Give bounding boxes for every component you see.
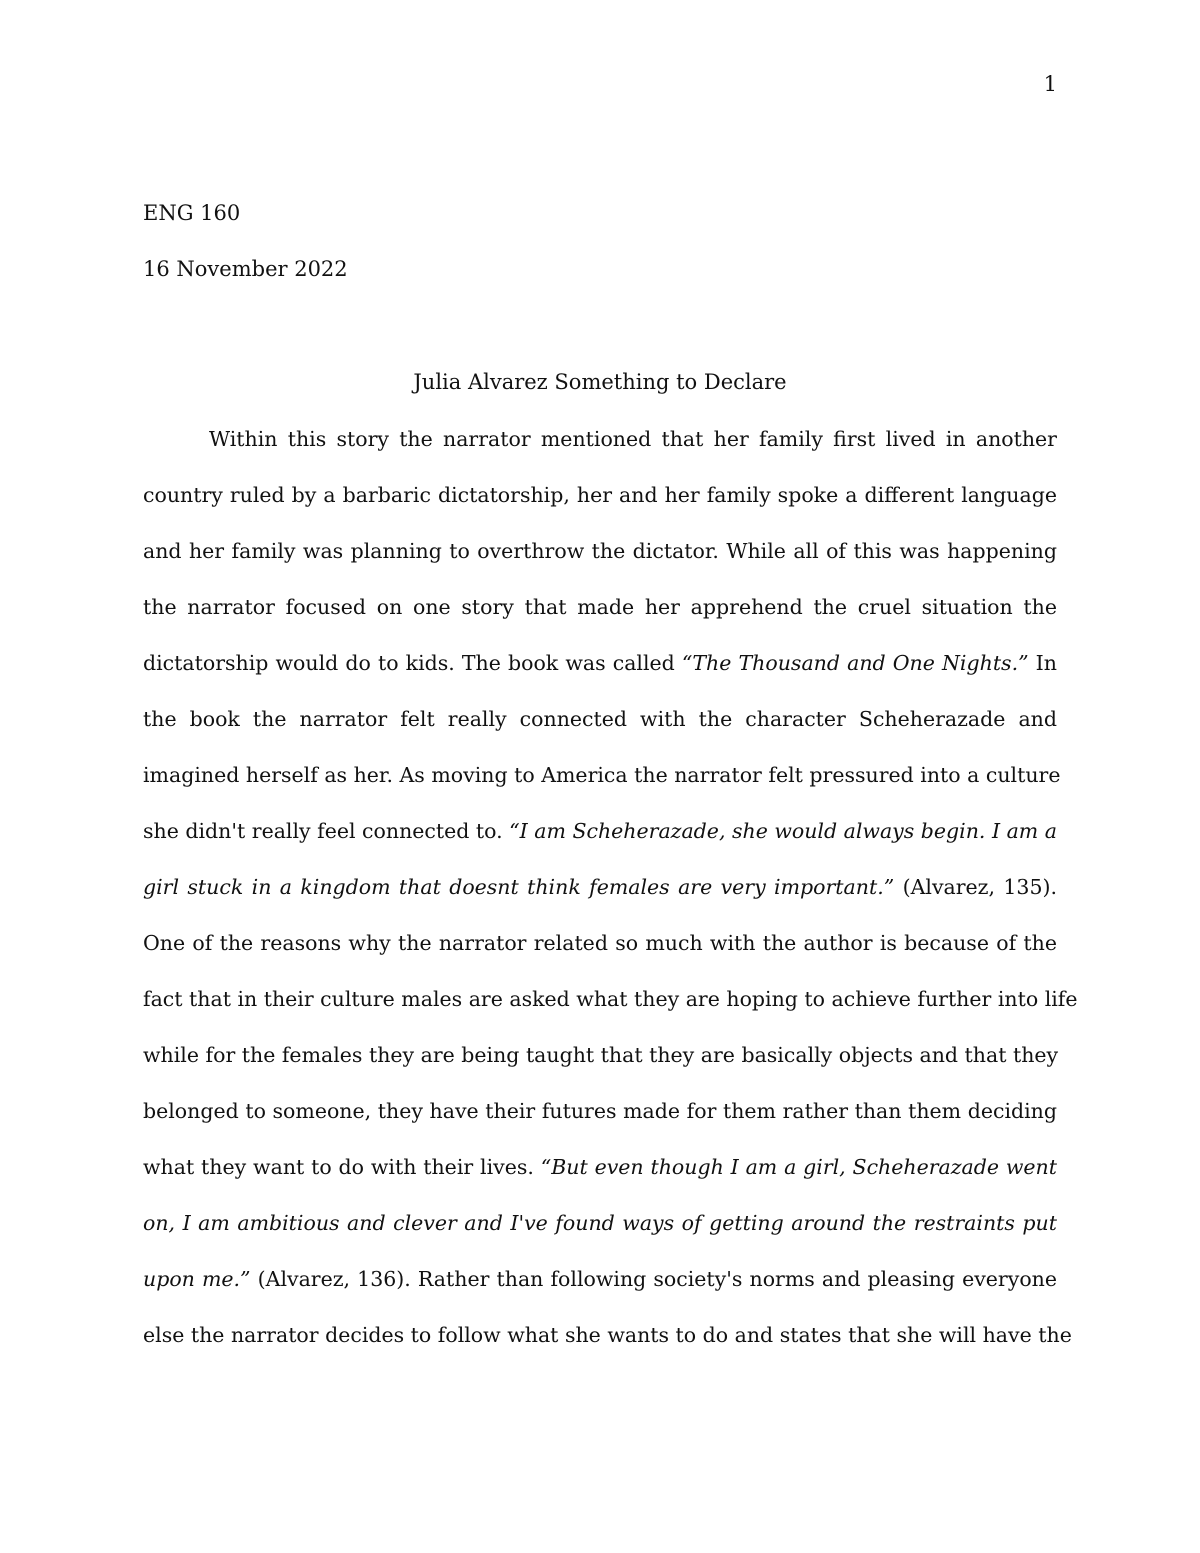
course-name: ENG 160 xyxy=(143,201,241,225)
body-line xyxy=(143,635,1057,691)
body-line xyxy=(143,1083,1057,1139)
body-line xyxy=(143,1195,1057,1251)
body-text-segment: else the narrator decides to follow what she wants to do and states that she will have the xyxy=(143,1323,1072,1347)
body-text-segment: Within this story the narrator mentioned that her family first lived in another xyxy=(209,427,1057,451)
body-line xyxy=(143,523,1057,579)
quoted-text: “The Thousand and One Nights.” xyxy=(681,651,1029,675)
body-line xyxy=(143,467,1057,523)
body-text-segment: and her family was planning to overthrow the dictator. While all of this was happening xyxy=(143,539,1057,563)
body-line xyxy=(143,1027,1057,1083)
body-line xyxy=(143,1307,1072,1363)
quoted-text: on, I am ambitious and clever and I've found ways of getting around the restraints put xyxy=(143,1211,1057,1235)
body-line xyxy=(143,747,1061,803)
body-text-segment: country ruled by a barbaric dictatorship, her and her family spoke a different language xyxy=(143,483,1057,507)
body-line xyxy=(143,1251,1057,1307)
body-text-segment: (Alvarez, 136). Rather than following society's norms and pleasing everyone xyxy=(250,1267,1057,1291)
essay-date: 16 November 2022 xyxy=(143,257,348,281)
quoted-text: upon me.” xyxy=(143,1267,251,1291)
essay-title: Julia Alvarez Something to Declare xyxy=(413,370,787,394)
body-text-segment: the narrator focused on one story that made her apprehend the cruel situation the xyxy=(143,595,1057,619)
quoted-text: “But even though I am a girl, Scheherazade went xyxy=(540,1155,1057,1179)
body-line xyxy=(143,915,1057,971)
body-text-segment: while for the females they are being taught that they are basically objects and that they xyxy=(143,1043,1059,1067)
body-line xyxy=(143,803,1057,859)
body-text-segment: (Alvarez, 135). xyxy=(894,875,1058,899)
body-line xyxy=(143,411,1057,467)
body-line xyxy=(143,859,1057,915)
body-text-segment: dictatorship would do to kids. The book was called xyxy=(143,651,682,675)
body-text-segment: what they want to do with their lives. xyxy=(143,1155,541,1179)
essay-body xyxy=(143,411,1078,1363)
body-line xyxy=(143,1139,1057,1195)
body-line xyxy=(143,691,1057,747)
body-text-segment: fact that in their culture males are asked what they are hoping to achieve further into life xyxy=(143,987,1078,1011)
body-text-segment: In xyxy=(1028,651,1057,675)
page-number: 1 xyxy=(1043,72,1057,96)
body-line xyxy=(143,971,1078,1027)
body-text-segment: imagined herself as her. As moving to America the narrator felt pressured into a culture xyxy=(143,763,1061,787)
body-text-segment: One of the reasons why the narrator related so much with the author is because of the xyxy=(143,931,1057,955)
quoted-text: girl stuck in a kingdom that doesnt think females are very important.” xyxy=(143,875,895,899)
body-line xyxy=(143,579,1057,635)
quoted-text: “I am Scheherazade, she would always begin. I am a xyxy=(509,819,1057,843)
body-text-segment: she didn't really feel connected to. xyxy=(143,819,510,843)
body-text-segment: the book the narrator felt really connected with the character Scheherazade and xyxy=(143,707,1057,731)
body-text-segment: belonged to someone, they have their futures made for them rather than them deciding xyxy=(143,1099,1057,1123)
